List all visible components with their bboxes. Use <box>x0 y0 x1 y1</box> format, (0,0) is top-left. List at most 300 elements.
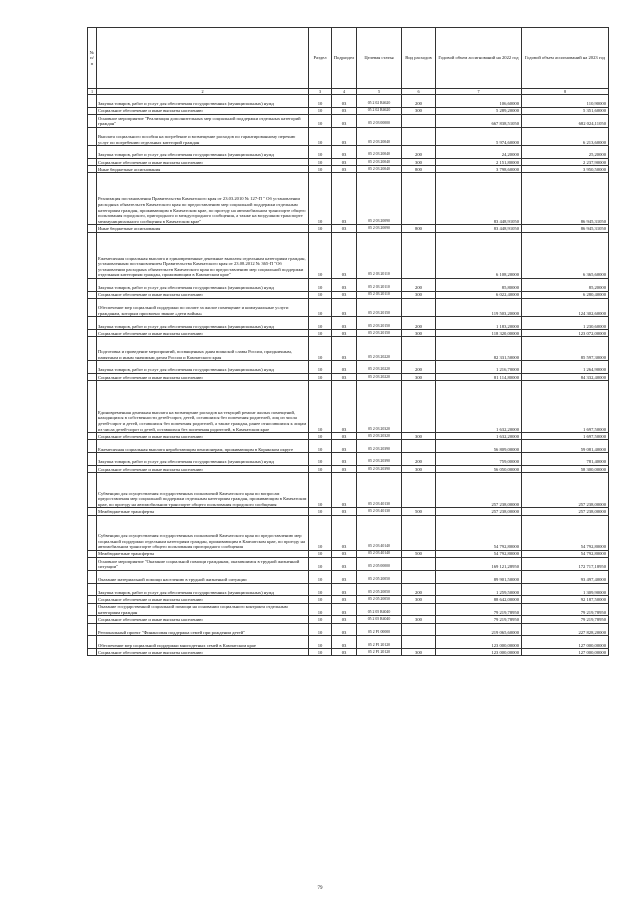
row-vid-cell <box>402 636 436 649</box>
row-2023-cell: 6 213,60000 <box>522 127 609 145</box>
row-2023-cell: 227 828,20000 <box>522 623 609 636</box>
table-row <box>88 114 609 127</box>
table-row <box>88 515 609 550</box>
row-target-cell: 05 2 03 20110 <box>357 278 402 291</box>
row-target-cell: 05 2 03 00000 <box>357 114 402 127</box>
row-razdel-cell: 10 <box>309 337 332 361</box>
row-2022-cell: 83 448,91050 <box>436 173 522 225</box>
row-target-cell: 05 2 03 20150 <box>357 298 402 316</box>
table-row <box>88 361 609 374</box>
row-podrazdel-cell: 03 <box>332 278 357 291</box>
table-row <box>88 570 609 583</box>
row-vid-cell: 500 <box>402 508 436 515</box>
row-num-cell <box>88 649 97 656</box>
row-vid-cell: 500 <box>402 550 436 557</box>
row-target-cell: 05 2 03 20110 <box>357 291 402 298</box>
row-podrazdel-cell: 03 <box>332 158 357 165</box>
row-vid-cell <box>402 623 436 636</box>
row-num-cell <box>88 515 97 550</box>
row-name-cell: Оказание государственной социальной помощи на основании социального контракта отдельным категориям граждан <box>97 603 309 616</box>
row-vid-cell: 300 <box>402 107 436 114</box>
table-row <box>88 550 609 557</box>
table-row <box>88 127 609 145</box>
table-row <box>88 583 609 596</box>
row-razdel-cell: 10 <box>309 107 332 114</box>
row-target-cell: 05 2 03 20040 <box>357 127 402 145</box>
row-vid-cell: 200 <box>402 95 436 108</box>
row-podrazdel-cell: 03 <box>332 649 357 656</box>
row-target-cell: 05 2 05 R4040 <box>357 616 402 623</box>
row-target-cell: 05 2 03 20220 <box>357 337 402 361</box>
row-2022-cell: 118 320,00000 <box>436 330 522 337</box>
row-name-cell: Социальное обеспечение и иные выплаты населению <box>97 596 309 603</box>
row-target-cell: 05 2 03 20090 <box>357 225 402 232</box>
col-number: 7 <box>436 89 522 95</box>
row-razdel-cell: 10 <box>309 114 332 127</box>
row-podrazdel-cell: 03 <box>332 616 357 623</box>
table-row <box>88 473 609 508</box>
table-row <box>88 166 609 173</box>
row-razdel-cell: 10 <box>309 173 332 225</box>
table-row <box>88 173 609 225</box>
row-razdel-cell: 10 <box>309 649 332 656</box>
row-name-cell: Межбюджетные трансферты <box>97 508 309 515</box>
row-num-cell <box>88 330 97 337</box>
row-podrazdel-cell: 03 <box>332 374 357 381</box>
row-2022-cell: 79 219,78950 <box>436 603 522 616</box>
row-target-cell: 05 2 03 20390 <box>357 440 402 453</box>
row-razdel-cell: 10 <box>309 95 332 108</box>
row-vid-cell <box>402 603 436 616</box>
row-vid-cell <box>402 473 436 508</box>
budget-table <box>87 27 609 656</box>
col-header-num: № п/п <box>88 28 97 89</box>
row-razdel-cell: 10 <box>309 440 332 453</box>
row-name-cell: Закупка товаров, работ и услуг для обеспечения государственных (муниципальных) нужд <box>97 453 309 466</box>
row-2023-cell: 6 280,40000 <box>522 291 609 298</box>
row-num-cell <box>88 603 97 616</box>
row-2023-cell: 86 945,31050 <box>522 225 609 232</box>
row-name-cell: Обеспечение мер социальной поддержки многодетных семей в Камчатском крае <box>97 636 309 649</box>
row-2023-cell: 92 187,50000 <box>522 596 609 603</box>
row-num-cell <box>88 616 97 623</box>
row-razdel-cell: 10 <box>309 596 332 603</box>
row-num-cell <box>88 570 97 583</box>
row-vid-cell: 200 <box>402 453 436 466</box>
table-row <box>88 623 609 636</box>
row-podrazdel-cell: 03 <box>332 636 357 649</box>
row-target-cell: 05 2 P1 20120 <box>357 636 402 649</box>
row-2022-cell: 81 114,80000 <box>436 374 522 381</box>
row-podrazdel-cell: 03 <box>332 317 357 330</box>
row-target-cell: 05 2 05 20050 <box>357 596 402 603</box>
row-num-cell <box>88 158 97 165</box>
row-razdel-cell: 10 <box>309 330 332 337</box>
row-2022-cell: 1 632,20000 <box>436 381 522 433</box>
row-2023-cell: 5 351,60000 <box>522 107 609 114</box>
row-vid-cell: 300 <box>402 616 436 623</box>
row-razdel-cell: 10 <box>309 127 332 145</box>
row-razdel-cell: 10 <box>309 166 332 173</box>
row-podrazdel-cell: 03 <box>332 225 357 232</box>
col-number: 3 <box>309 89 332 95</box>
row-razdel-cell: 10 <box>309 146 332 159</box>
row-2023-cell: 127 000,00000 <box>522 636 609 649</box>
row-vid-cell: 800 <box>402 166 436 173</box>
row-num-cell <box>88 583 97 596</box>
row-name-cell: Социальное обеспечение и иные выплаты населению <box>97 374 309 381</box>
row-2023-cell: 127 000,00000 <box>522 649 609 656</box>
row-vid-cell: 300 <box>402 330 436 337</box>
table-row <box>88 616 609 623</box>
header-row <box>88 28 609 89</box>
row-podrazdel-cell: 03 <box>332 127 357 145</box>
row-podrazdel-cell: 03 <box>332 623 357 636</box>
row-num-cell <box>88 107 97 114</box>
row-2023-cell: 54 792,80000 <box>522 515 609 550</box>
row-podrazdel-cell: 03 <box>332 557 357 570</box>
table-row <box>88 158 609 165</box>
table-row <box>88 440 609 453</box>
table-row <box>88 95 609 108</box>
col-header-name <box>97 28 309 89</box>
col-number: 2 <box>97 89 309 95</box>
table-row <box>88 374 609 381</box>
row-podrazdel-cell: 03 <box>332 473 357 508</box>
row-razdel-cell: 10 <box>309 616 332 623</box>
row-name-cell: Обеспечение мер социальной поддержки по оплате за жилое помещение и коммунальные услуги гражданам, которым присвоено звание «дети войны» <box>97 298 309 316</box>
table-row <box>88 146 609 159</box>
col-number: 8 <box>522 89 609 95</box>
row-name-cell: Закупка товаров, работ и услуг для обеспечения государственных (муниципальных) нужд <box>97 278 309 291</box>
table-row <box>88 466 609 473</box>
row-2023-cell: 59 081,40000 <box>522 440 609 453</box>
row-num-cell <box>88 374 97 381</box>
row-2023-cell: 3 950,50000 <box>522 166 609 173</box>
row-vid-cell: 200 <box>402 583 436 596</box>
row-podrazdel-cell: 03 <box>332 330 357 337</box>
row-num-cell <box>88 298 97 316</box>
row-2023-cell: 54 792,80000 <box>522 550 609 557</box>
row-num-cell <box>88 623 97 636</box>
row-razdel-cell: 10 <box>309 473 332 508</box>
row-num-cell <box>88 291 97 298</box>
row-name-cell: Закупка товаров, работ и услуг для обеспечения государственных (муниципальных) нужд <box>97 95 309 108</box>
row-name-cell: Социальное обеспечение и иные выплаты населению <box>97 649 309 656</box>
table-row <box>88 557 609 570</box>
row-razdel-cell: 10 <box>309 317 332 330</box>
row-num-cell <box>88 225 97 232</box>
col-number: 1 <box>88 89 97 95</box>
row-num-cell <box>88 453 97 466</box>
row-2022-cell: 169 121,28950 <box>436 557 522 570</box>
row-name-cell: Социальное обеспечение и иные выплаты населению <box>97 433 309 440</box>
row-target-cell: 05 2 03 20040 <box>357 166 402 173</box>
row-podrazdel-cell: 03 <box>332 337 357 361</box>
row-name-cell: Иные бюджетные ассигнования <box>97 225 309 232</box>
row-vid-cell: 300 <box>402 433 436 440</box>
row-name-cell: Ежемесячная социальная выплата и единовременные денежные выплаты отдельным категориям граждан, установленным постановлением Правительства Камчатского края от 23.08.2012 № 365-П "Об установлении расходных обязательств Камчатского края по предоставлению мер социальной поддержки отдельным категориям граждан, проживающим в Камчатском крае" <box>97 232 309 278</box>
row-target-cell: 05 2 03 20390 <box>357 466 402 473</box>
row-2023-cell: 79 219,78950 <box>522 603 609 616</box>
row-vid-cell: 300 <box>402 374 436 381</box>
row-num-cell <box>88 95 97 108</box>
row-name-cell: Иные бюджетные ассигнования <box>97 166 309 173</box>
row-2022-cell: 56 050,00000 <box>436 466 522 473</box>
row-razdel-cell: 10 <box>309 603 332 616</box>
row-target-cell: 05 2 03 20220 <box>357 374 402 381</box>
row-name-cell: Подготовка и проведение мероприятий, посвященных дням воинской славы России, праздничным, памятным и иным значимым датам России и Камчатского края <box>97 337 309 361</box>
row-target-cell: 05 2 03 20090 <box>357 173 402 225</box>
row-name-cell: Социальное обеспечение и иные выплаты населению <box>97 158 309 165</box>
row-2022-cell: 1 632,20000 <box>436 433 522 440</box>
row-podrazdel-cell: 03 <box>332 107 357 114</box>
row-razdel-cell: 10 <box>309 570 332 583</box>
row-2023-cell: 682 024,11050 <box>522 114 609 127</box>
row-num-cell <box>88 127 97 145</box>
row-podrazdel-cell: 03 <box>332 114 357 127</box>
row-razdel-cell: 10 <box>309 636 332 649</box>
row-podrazdel-cell: 03 <box>332 146 357 159</box>
row-2022-cell: 5 974,60000 <box>436 127 522 145</box>
row-num-cell <box>88 232 97 278</box>
col-header-2023: Годовой объем ассигнований на 2023 год <box>522 28 609 89</box>
row-razdel-cell: 10 <box>309 291 332 298</box>
table-row <box>88 453 609 466</box>
row-name-cell: Реализация постановления Правительства Камчатского края от 23.03.2010 № 127-П " Об установлении расходных обязательств Камчатского края по предоставлению мер социальной поддержки отдельным категориям граждан, проживающим в Камчатском крае, по проезду на автомобильном транспорте общего пользования городского, пригородного и междугородного сообщения, а также на воздушном транспорте межмуниципального сообщения в Камчатском крае" <box>97 173 309 225</box>
row-podrazdel-cell: 03 <box>332 433 357 440</box>
row-razdel-cell: 10 <box>309 225 332 232</box>
table-row <box>88 433 609 440</box>
row-razdel-cell: 10 <box>309 158 332 165</box>
row-vid-cell: 200 <box>402 361 436 374</box>
row-podrazdel-cell: 03 <box>332 596 357 603</box>
row-vid-cell <box>402 298 436 316</box>
row-num-cell <box>88 337 97 361</box>
row-name-cell: Оказание материальной помощи населению в трудной жизненной ситуации <box>97 570 309 583</box>
row-2023-cell: 84 332,40000 <box>522 374 609 381</box>
row-vid-cell: 200 <box>402 317 436 330</box>
row-podrazdel-cell: 03 <box>332 166 357 173</box>
row-target-cell: 05 2 03 20320 <box>357 433 402 440</box>
row-2023-cell: 124 302,60000 <box>522 298 609 316</box>
row-name-cell: Социальное обеспечение и иные выплаты населению <box>97 330 309 337</box>
col-header-target: Целевая статья <box>357 28 402 89</box>
row-2022-cell: 1 183,20000 <box>436 317 522 330</box>
row-vid-cell <box>402 127 436 145</box>
row-name-cell: Межбюджетные трансферты <box>97 550 309 557</box>
row-name-cell: Закупка товаров, работ и услуг для обеспечения государственных (муниципальных) нужд <box>97 361 309 374</box>
row-num-cell <box>88 636 97 649</box>
row-target-cell: 05 2 03 20320 <box>357 381 402 433</box>
page-number: 79 <box>317 886 323 891</box>
table-row <box>88 330 609 337</box>
col-number: 5 <box>357 89 402 95</box>
table-row <box>88 649 609 656</box>
row-num-cell <box>88 317 97 330</box>
table-row <box>88 636 609 649</box>
row-vid-cell <box>402 114 436 127</box>
row-2022-cell: 89 901,50000 <box>436 570 522 583</box>
row-name-cell: Выплата социального пособия на погребение и возмещение расходов по гарантированному перечню услуг по погребению отдельных категорий граждан <box>97 127 309 145</box>
col-header-podrazdel: Подраздел <box>332 28 357 89</box>
row-target-cell: 05 2 03 20110 <box>357 232 402 278</box>
row-2022-cell: 54 792,80000 <box>436 550 522 557</box>
row-razdel-cell: 10 <box>309 381 332 433</box>
row-target-cell: 05 2 05 20050 <box>357 583 402 596</box>
row-podrazdel-cell: 03 <box>332 508 357 515</box>
row-2023-cell: 79 219,78950 <box>522 616 609 623</box>
row-vid-cell: 300 <box>402 466 436 473</box>
row-vid-cell: 300 <box>402 158 436 165</box>
row-razdel-cell: 10 <box>309 583 332 596</box>
row-2023-cell: 58 300,00000 <box>522 466 609 473</box>
row-2022-cell: 1 216,70000 <box>436 361 522 374</box>
row-vid-cell <box>402 557 436 570</box>
col-header-2022: Годовой объем ассигнований на 2022 год <box>436 28 522 89</box>
row-2022-cell: 257 238,00000 <box>436 473 522 508</box>
row-target-cell: 05 2 03 20220 <box>357 361 402 374</box>
row-2022-cell: 54 792,80000 <box>436 515 522 550</box>
row-razdel-cell: 10 <box>309 232 332 278</box>
row-2022-cell: 257 238,00000 <box>436 508 522 515</box>
row-2022-cell: 6 022,40000 <box>436 291 522 298</box>
row-num-cell <box>88 278 97 291</box>
row-2022-cell: 1 259,50000 <box>436 583 522 596</box>
row-2023-cell: 85 597,30000 <box>522 337 609 361</box>
row-name-cell: Субвенции для осуществления государственных полномочий Камчатского края по предоставлению мер социальной поддержки отдельным категориям граждан, проживающим в Камчатском крае, по проезду на автомобильном транспорте общего пользования пригородного сообщения <box>97 515 309 550</box>
row-2022-cell: 5 289,20000 <box>436 107 522 114</box>
row-2022-cell: 219 065,60000 <box>436 623 522 636</box>
row-num-cell <box>88 146 97 159</box>
row-target-cell: 05 2 02 R4620 <box>357 95 402 108</box>
col-number: 4 <box>332 89 357 95</box>
row-podrazdel-cell: 03 <box>332 291 357 298</box>
row-razdel-cell: 10 <box>309 515 332 550</box>
row-podrazdel-cell: 03 <box>332 381 357 433</box>
row-podrazdel-cell: 03 <box>332 570 357 583</box>
row-razdel-cell: 10 <box>309 550 332 557</box>
row-podrazdel-cell: 03 <box>332 173 357 225</box>
table-row <box>88 337 609 361</box>
row-target-cell: 05 2 05 20050 <box>357 570 402 583</box>
col-header-vid: Вид расходов <box>402 28 436 89</box>
row-razdel-cell: 10 <box>309 623 332 636</box>
row-2022-cell: 123 000,00000 <box>436 636 522 649</box>
row-vid-cell: 300 <box>402 649 436 656</box>
row-razdel-cell: 10 <box>309 453 332 466</box>
row-razdel-cell: 10 <box>309 374 332 381</box>
row-2023-cell: 86 945,31050 <box>522 173 609 225</box>
col-header-razdel: Раздел <box>309 28 332 89</box>
row-vid-cell <box>402 173 436 225</box>
row-2023-cell: 85,20000 <box>522 278 609 291</box>
row-razdel-cell: 10 <box>309 557 332 570</box>
row-2023-cell: 257 238,00000 <box>522 473 609 508</box>
row-podrazdel-cell: 03 <box>332 583 357 596</box>
row-num-cell <box>88 466 97 473</box>
row-razdel-cell: 10 <box>309 298 332 316</box>
row-name-cell: Закупка товаров, работ и услуг для обеспечения государственных (муниципальных) нужд <box>97 146 309 159</box>
row-num-cell <box>88 508 97 515</box>
row-num-cell <box>88 557 97 570</box>
row-2023-cell: 257 238,00000 <box>522 508 609 515</box>
row-2023-cell: 6 365,60000 <box>522 232 609 278</box>
row-num-cell <box>88 166 97 173</box>
row-num-cell <box>88 114 97 127</box>
table-row <box>88 603 609 616</box>
row-target-cell: 05 2 03 40130 <box>357 473 402 508</box>
row-num-cell <box>88 550 97 557</box>
row-name-cell: Основное мероприятие "Реализация дополнительных мер социальной поддержки отдельных категорий граждан" <box>97 114 309 127</box>
table-row <box>88 278 609 291</box>
row-podrazdel-cell: 03 <box>332 95 357 108</box>
row-vid-cell <box>402 232 436 278</box>
row-target-cell: 05 2 03 20040 <box>357 158 402 165</box>
row-2022-cell: 3 798,60000 <box>436 166 522 173</box>
row-podrazdel-cell: 03 <box>332 361 357 374</box>
row-2023-cell: 1 264,90000 <box>522 361 609 374</box>
row-podrazdel-cell: 03 <box>332 232 357 278</box>
row-target-cell: 05 2 03 20150 <box>357 330 402 337</box>
row-2022-cell: 106,60000 <box>436 95 522 108</box>
row-2022-cell: 56 809,00000 <box>436 440 522 453</box>
row-vid-cell: 300 <box>402 291 436 298</box>
table-row <box>88 317 609 330</box>
row-2023-cell: 2 237,90000 <box>522 158 609 165</box>
row-2023-cell: 1 230,60000 <box>522 317 609 330</box>
row-name-cell: Субвенции для осуществления государственных полномочий Камчатского края по вопросам предоставления мер социальной поддержки отдельным категориям граждан, проживающим в Камчатском крае, по проезду на автомобильном транспорте общего пользования городского сообщения <box>97 473 309 508</box>
row-vid-cell <box>402 515 436 550</box>
row-podrazdel-cell: 03 <box>332 440 357 453</box>
row-num-cell <box>88 381 97 433</box>
row-target-cell: 05 2 03 20390 <box>357 453 402 466</box>
row-2023-cell: 25,20000 <box>522 146 609 159</box>
row-2022-cell: 6 108,20000 <box>436 232 522 278</box>
table-row <box>88 381 609 433</box>
row-razdel-cell: 10 <box>309 508 332 515</box>
row-2022-cell: 79 219,78950 <box>436 616 522 623</box>
row-name-cell: Социальное обеспечение и иные выплаты населению <box>97 291 309 298</box>
row-2023-cell: 110,90000 <box>522 95 609 108</box>
row-2023-cell: 1 697,50000 <box>522 381 609 433</box>
row-num-cell <box>88 433 97 440</box>
row-name-cell: Социальное обеспечение и иные выплаты населению <box>97 107 309 114</box>
table-row <box>88 596 609 603</box>
row-target-cell: 05 2 03 20150 <box>357 317 402 330</box>
table-row <box>88 508 609 515</box>
row-target-cell: 05 2 03 20040 <box>357 146 402 159</box>
row-vid-cell <box>402 337 436 361</box>
row-target-cell: 05 2 02 R4620 <box>357 107 402 114</box>
table-row <box>88 225 609 232</box>
row-2022-cell: 82 331,50000 <box>436 337 522 361</box>
row-vid-cell <box>402 570 436 583</box>
row-name-cell: Закупка товаров, работ и услуг для обеспечения государственных (муниципальных) нужд <box>97 317 309 330</box>
table-row <box>88 291 609 298</box>
table-row <box>88 107 609 114</box>
row-target-cell: 05 2 03 40130 <box>357 508 402 515</box>
row-num-cell <box>88 473 97 508</box>
row-name-cell: Региональный проект "Финансовая поддержка семей при рождении детей" <box>97 623 309 636</box>
row-name-cell: Основное мероприятие "Оказание социальной помощи гражданам, оказавшимся в трудной жизненной ситуации" <box>97 557 309 570</box>
row-2023-cell: 1 697,50000 <box>522 433 609 440</box>
row-2022-cell: 759,00000 <box>436 453 522 466</box>
row-target-cell: 05 2 05 R4040 <box>357 603 402 616</box>
row-num-cell <box>88 173 97 225</box>
row-name-cell: Ежемесячная социальная выплата неработающим пенсионерам, проживающим в Корякском округе <box>97 440 309 453</box>
row-razdel-cell: 10 <box>309 466 332 473</box>
